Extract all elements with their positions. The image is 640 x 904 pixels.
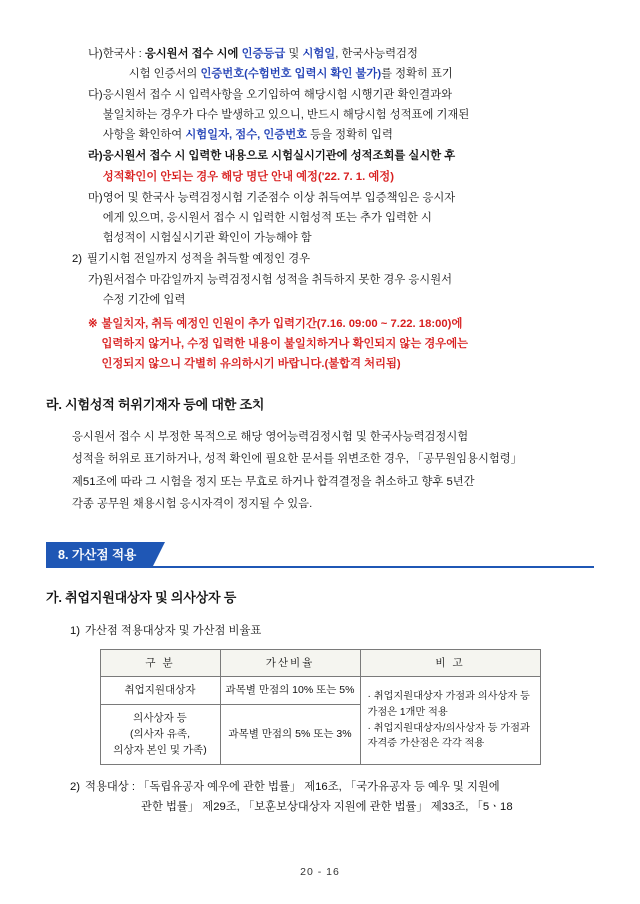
star-line1: 불일치자, 취득 예정인 인원이 추가 입력기간(7.16. 09:00 ~ 7.22. 18:00)에 [101,318,463,331]
table-header-division: 구 분 [100,650,220,677]
na-line2-c: 를 정확히 표기 [381,68,453,81]
cell-rate-2: 과목별 만점의 5% 또는 3% [220,704,360,764]
asterisk-icon: ※ [88,318,98,331]
section-heading-ga: 가. 취업지원대상자 및 의사상자 등 [46,590,237,605]
list-item-1 [46,621,594,641]
list-item-ra-text [103,146,594,186]
item2-line1-c: 」 제16조, 「 [289,780,357,793]
list-item-num2 [46,249,594,269]
ma-line2: 에게 있으며, 응시원서 접수 시 입력한 시험성적 또는 추가 입력한 시 [102,211,432,224]
list-item-num2-text: 필기시험 전일까지 성적을 취득할 예정인 경우 [87,252,311,265]
item2-line2-a: 관한 법률 [141,800,188,813]
ra-line1-a: 응시원서 접수 시 입력한 내용으로 [102,150,272,163]
list-item-1-text: 가산점 적용대상자 및 가산점 비율표 [85,625,262,638]
list-item-ma [46,188,594,248]
list-marker: 나) [88,48,103,60]
list-marker: 1) [70,625,81,638]
ga-line1: 원서접수 마감일까지 능력검정시험 성적을 취득하지 못한 경우 응시원서 [102,274,453,287]
table-header-note: 비 고 [360,650,540,677]
da-line3-c: 등을 정확히 입력 [307,129,393,142]
section-8-label: 8. 가산점 적용 [46,542,152,568]
item2-line1-d: 국가유공자 등 예우 및 지원에 [356,780,500,793]
list-item-ra [46,146,594,186]
ra-line2: 성적확인이 안되는 경우 해당 명단 안내 예정('22. 7. 1. 예정) [102,170,394,183]
list-item-da [46,85,594,145]
list-item-2-text [80,777,574,817]
section-8-banner [46,542,594,568]
note-line-2: · 취업지원대상자/의사상자 등 가점과 [367,722,530,734]
item2-line1-b: 독립유공자 예우에 관한 법률 [149,780,290,793]
note-line-1: 가점은 1개만 적용 [367,706,448,718]
na-line2-b: 인증번호(수험번호 입력시 확인 불가) [200,68,382,81]
list-marker: 2) [70,780,81,793]
na-line2-a: 시험 인증서의 [128,68,201,81]
warning-text [101,314,594,374]
list-marker: 가) [88,274,103,287]
ra-para-line-2: 제51조에 따라 그 시험을 정지 또는 무효로 하거나 합격결정을 취소하고 향후 5년간 [72,475,475,488]
list-item-warning [46,314,594,374]
item2-line2-c: 보훈보상대상자 지원에 관한 법률 [254,800,417,813]
cell-division-2 [100,704,220,764]
na-line1-d: 및 [285,48,303,60]
list-item-da-text [103,85,594,145]
note-line-0: · 취업지원대상자 가점과 의사상자 등 [367,690,530,702]
na-line1-b: 응시원서 접수 시에 [144,48,242,60]
list-item-na [46,44,594,84]
cell-rate-1: 과목별 만점의 10% 또는 5% [220,677,360,704]
list-marker: 다) [88,89,103,102]
item2-line2-b: 」 제29조, 「 [187,800,255,813]
section-ra-paragraph [46,426,594,516]
cell-division-1: 취업지원대상자 [100,677,220,704]
list-item-na-text [103,44,594,84]
star-line3: 인정되지 않으니 각별히 유의하시기 바랍니다.(불합격 처리됨) [101,358,401,371]
division-2-line-0: 의사상자 등 [133,711,187,724]
section-heading-ra: 라. 시험성적 허위기재자 등에 대한 조치 [46,396,265,412]
ra-para-line-3: 각종 공무원 채용시험 응시자격이 정지될 수 있음. [72,498,313,511]
item2-line1-a: 적용대상 : 「 [85,780,150,793]
page-footer: 20 - 16 [300,866,340,879]
section-8-rule [46,566,594,568]
item2-line2-d: 」 제33조, 「5ㆍ18 [416,800,513,813]
list-marker: 마) [88,191,103,204]
division-2-line-2: 의상자 본인 및 가족) [113,744,207,757]
ra-line1-b: 시험실시기관에 성적조회를 실시한 후 [271,150,456,163]
list-item-2 [46,777,594,817]
da-line1: 응시원서 접수 시 입력사항을 오기입하여 해당시험 시행기관 확인결과와 [102,89,453,102]
ga-line2: 수정 기간에 입력 [102,294,186,307]
ra-para-line-1: 성적을 허위로 표기하거나, 성적 확인에 필요한 문서를 위변조한 경우, 「공무원임용시험령」 [72,453,522,466]
na-line1-a: 한국사 : [102,48,145,60]
table-row [100,677,540,704]
table-header-rate: 가산비율 [220,650,360,677]
da-line3-a: 사항을 확인하여 [102,129,186,142]
list-marker: 2) [72,252,83,265]
star-line2: 입력하지 않거나, 수정 입력한 내용이 불일치하거나 확인되지 않는 경우에는 [101,338,469,351]
na-line1-e: 시험일 [302,48,336,60]
list-marker: 라) [88,150,103,163]
na-line1-c: 인증등급 [241,48,286,60]
bonus-point-table [100,649,541,764]
ma-line3: 험성적이 시험실시기관 확인이 가능해야 함 [102,231,312,244]
list-item-ma-text [103,188,594,248]
da-line2: 불일치하는 경우가 다수 발생하고 있으니, 반드시 해당시험 성적표에 기재된 [102,109,470,122]
list-item-ga [46,270,594,310]
table-header-row [100,650,540,677]
cell-note [360,677,540,764]
da-line3-b: 시험일자, 점수, 인증번호 [185,129,308,142]
division-2-line-1: (의사자 유족, [129,728,191,741]
na-line1-f: , 한국사능력검정 [335,48,418,60]
ma-line1: 영어 및 한국사 능력검정시험 기준점수 이상 취득여부 입증책임은 응시자 [102,191,456,204]
note-line-3: 자격증 가산점은 각각 적용 [367,738,485,750]
ra-para-line-0: 응시원서 접수 시 부정한 목적으로 해당 영어능력검정시험 및 한국사능력검정시험 [72,430,469,443]
list-item-ga-text [103,270,594,310]
